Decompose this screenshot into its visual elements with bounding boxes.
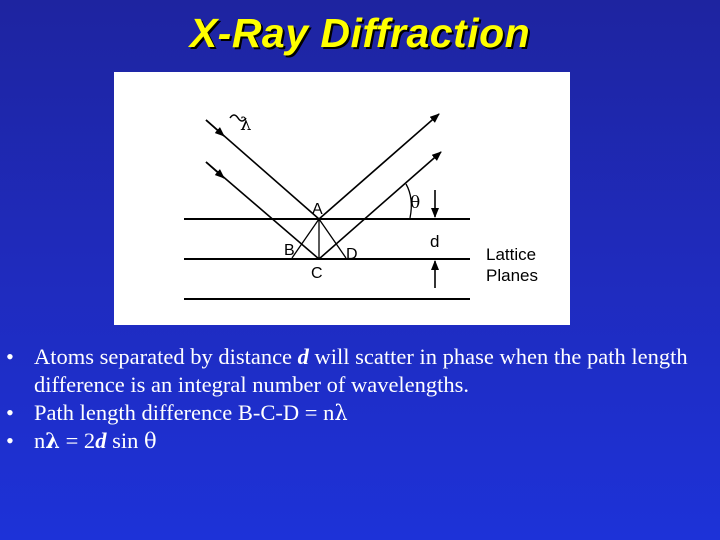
lambda-label: λ bbox=[240, 114, 252, 135]
bullet-3-sin: sin bbox=[106, 428, 144, 453]
point-B-label: B bbox=[284, 242, 295, 259]
bullet-1-text-before: Atoms separated by distance bbox=[34, 344, 298, 369]
theta-label: θ bbox=[410, 193, 421, 213]
reflected-ray-lower bbox=[319, 152, 441, 259]
bullet-2-lambda: λ bbox=[334, 401, 348, 425]
bullet-list bbox=[6, 343, 720, 455]
bullet-marker: • bbox=[6, 344, 14, 369]
incident-arrow-lower bbox=[206, 162, 224, 178]
bullet-3-theta: θ bbox=[143, 429, 157, 453]
bullet-marker: • bbox=[6, 428, 14, 453]
bullet-3-var-d: d bbox=[95, 428, 107, 453]
bullet-3-eq: = 2 bbox=[59, 428, 96, 453]
slide-title: X-Ray Diffraction bbox=[189, 10, 531, 56]
bullet-marker: • bbox=[6, 400, 14, 425]
bullet-item-3 bbox=[6, 427, 720, 455]
bullet-1-text-after: will scatter in phase when the path length difference is an integral number of wavelengths. bbox=[34, 344, 688, 397]
lattice-planes-label-line2: Planes bbox=[486, 266, 538, 285]
incident-arrow-upper bbox=[206, 120, 224, 136]
reflected-ray-upper bbox=[319, 114, 439, 219]
point-D-label: D bbox=[346, 246, 358, 263]
bragg-diagram bbox=[114, 72, 570, 325]
bullet-2-text: Path length difference B-C-D = n bbox=[34, 400, 335, 425]
spacing-d-label: d bbox=[430, 232, 440, 251]
bullet-item-2 bbox=[6, 399, 720, 427]
lattice-planes-label-line1: Lattice bbox=[486, 245, 537, 264]
point-A-label: A bbox=[312, 201, 323, 218]
bragg-diagram-svg bbox=[114, 72, 570, 325]
point-C-label: C bbox=[311, 265, 323, 282]
bullet-item-1 bbox=[6, 343, 720, 399]
bullet-3-lambda: λ bbox=[45, 428, 60, 453]
bullet-3-n: n bbox=[34, 428, 46, 453]
bullet-1-var-d: d bbox=[297, 344, 309, 369]
